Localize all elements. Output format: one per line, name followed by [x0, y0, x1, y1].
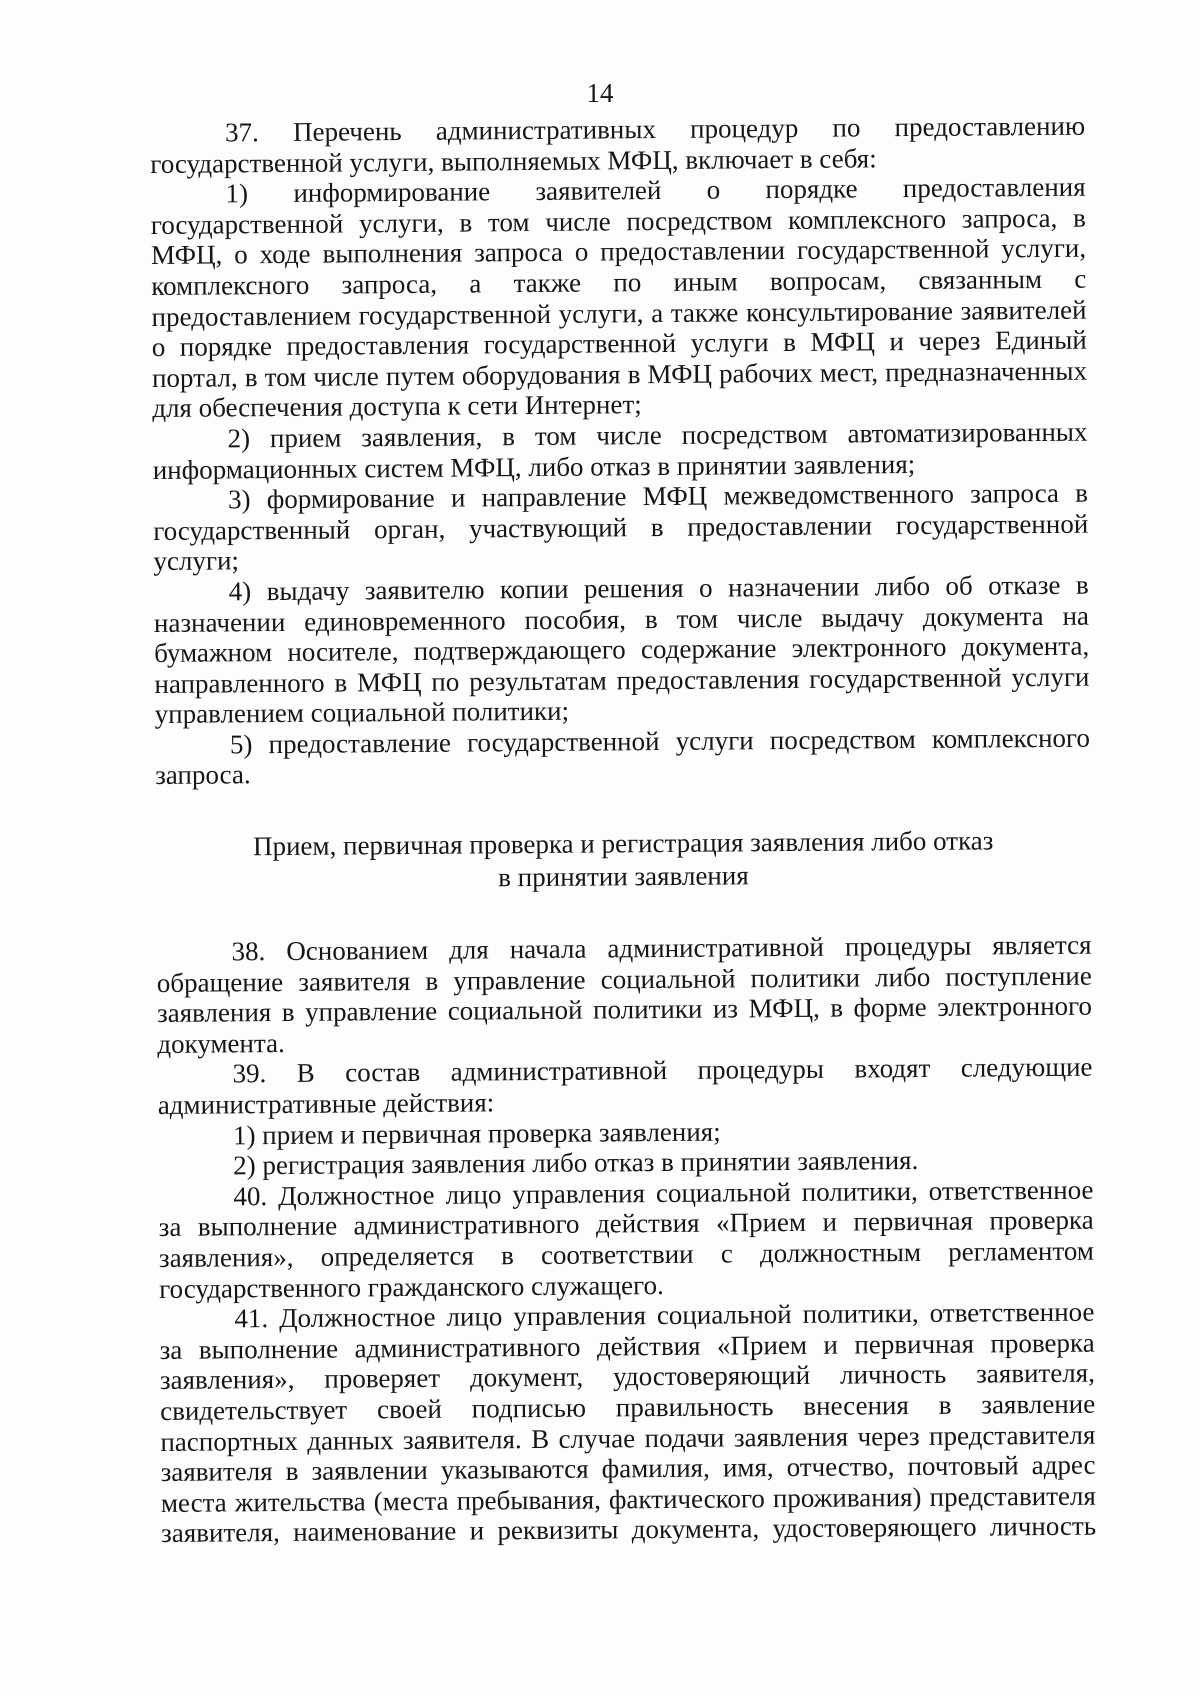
- list-item-2: 2) прием заявления, в том числе посредством автоматизированных информационных систем МФЦ, либо отказ в принятии заявления;: [152, 416, 1088, 485]
- paragraph-39-item-2: 2) регистрация заявления либо отказ в принятии заявления.: [233, 1145, 919, 1181]
- paragraph-39-item-1: 1) прием и первичная проверка заявления;: [232, 1116, 721, 1151]
- list-item-1: 1) информирование заявителей о порядке предоставления государственной услуги, в том числе посредством комплексного запроса, в МФЦ, о ходе выполнения запроса о предоставлении государственной услуги, комплексного запроса, а также по иным вопросам, связанным с предоставлением государственной услуги, а также консультирование заявителей о порядке предоставления государственной услуги в МФЦ и через Единый портал, в том числе путем оборудования в МФЦ рабочих мест, предназначенных для обеспечения доступа к сети Интернет;: [150, 171, 1088, 424]
- document-body: [150, 111, 1096, 1549]
- paragraph-37: 37. Перечень административных процедур по предоставлению государственной услуги, выполняемых МФЦ, включает в себя:: [150, 110, 1086, 179]
- list-item-4: 4) выдачу заявителю копии решения о назначении либо об отказе в назначении единовременного пособия, в том числе выдачу документа на бумажном носителе, подтверждающего содержание электронного документа, направленного в МФЦ по результатам предоставления государственной услуги управлением социальной политики;: [153, 569, 1090, 730]
- page-number: 14: [586, 78, 614, 108]
- paragraph-41: 41. Должностное лицо управления социальной политики, ответственное за выполнение административного действия «Прием и первичная проверка заявления», проверяет документ, удостоверяющий личность заявителя, свидетельствует своей подписью правильность внесения в заявление паспортных данных заявителя. В случае подачи заявления через представителя заявителя в заявлении указываются фамилия, имя, отчество, почтовый адрес места жительства (места пребывания, фактического проживания) представителя заявителя, наименование и реквизиты документа, удостоверяющего личность: [159, 1296, 1097, 1549]
- paragraph-40: 40. Должностное лицо управления социальной политики, ответственное за выполнение административного действия «Прием и первичная проверка заявления», определяется в соответствии с должностным регламентом государственного гражданского служащего.: [158, 1174, 1095, 1304]
- paragraph-39: 39. В состав административной процедуры входят следующие административные действия:: [157, 1052, 1093, 1121]
- section-heading-line-2: в принятии заявления: [498, 860, 749, 893]
- section-heading-line-1: Прием, первичная проверка и регистрация заявления либо отказ: [252, 825, 994, 862]
- section-heading: [156, 824, 1091, 897]
- paragraph-38: 38. Основанием для начала административной процедуры является обращение заявителя в управление социальной политики либо поступление заявления в управление социальной политики из МФЦ, в форме электронного документа.: [156, 929, 1093, 1059]
- list-item-5: 5) предоставление государственной услуги посредством комплексного запроса.: [155, 722, 1091, 791]
- list-item-3: 3) формирование и направление МФЦ межведомственного запроса в государственный орган, участвующий в предоставлении государственной услуги;: [153, 477, 1089, 577]
